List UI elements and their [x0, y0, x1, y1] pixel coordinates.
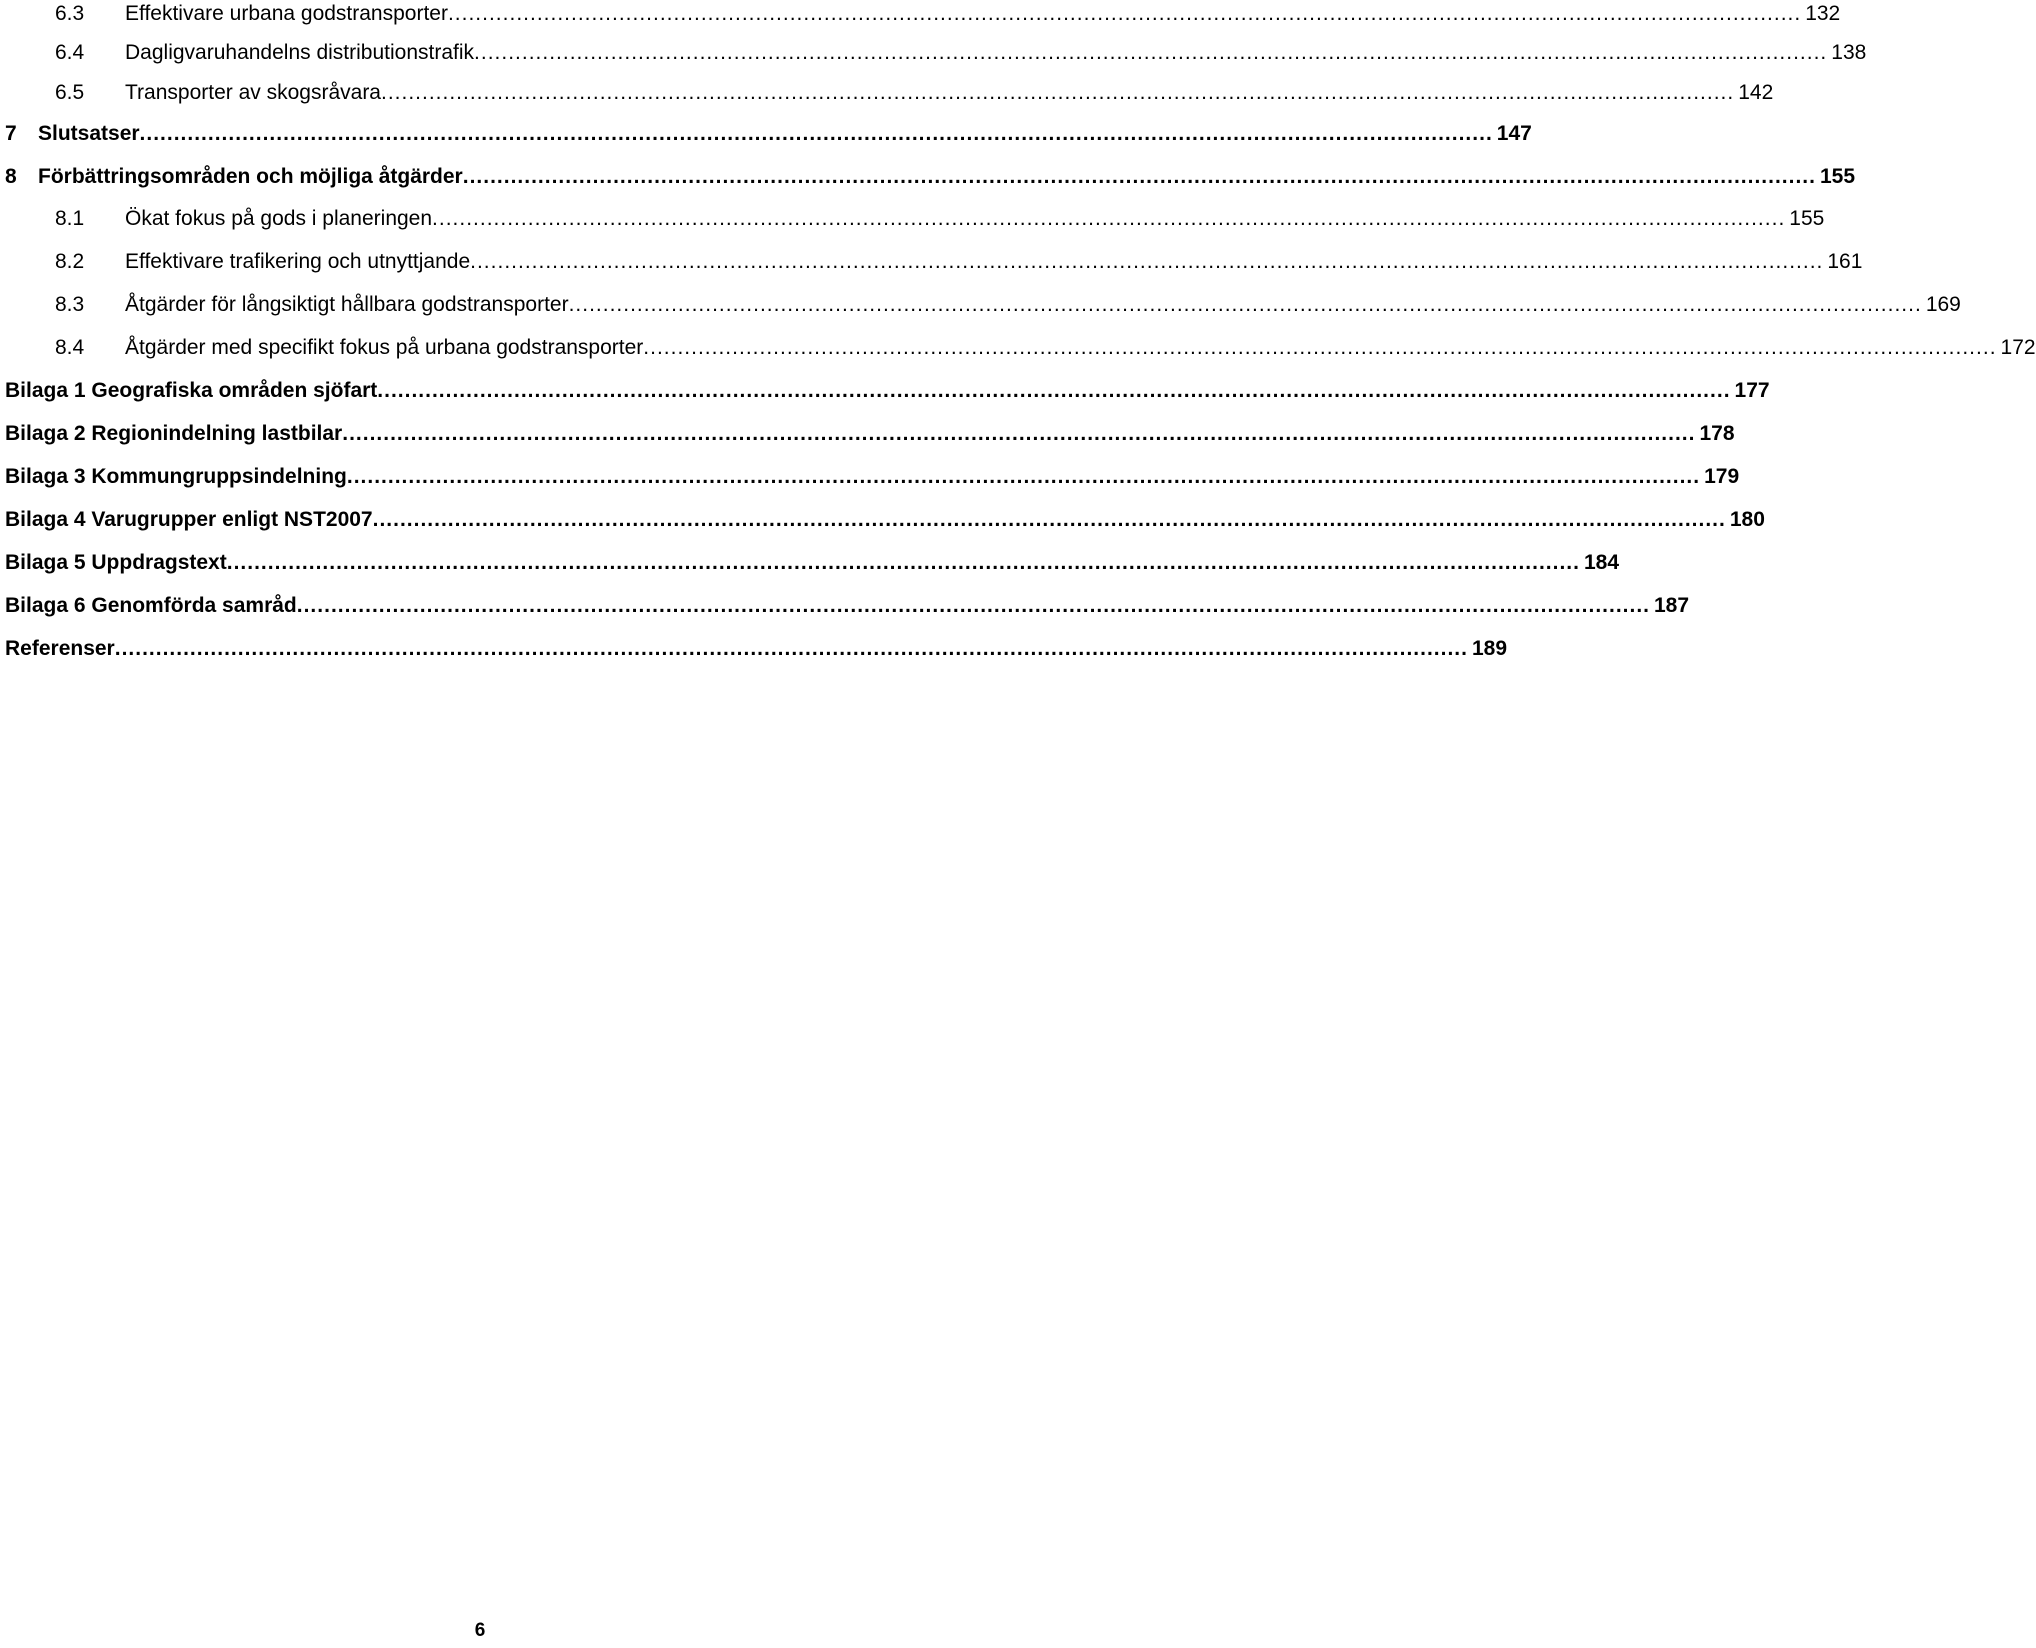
toc-entry-page: 155 [1819, 165, 1856, 188]
dot-leader [373, 507, 1726, 533]
toc-entry[interactable] [5, 374, 1770, 404]
toc-entry-number: 6.3 [55, 2, 85, 25]
toc-entry-title: Dagligvaruhandelns distributionstrafik [125, 41, 475, 64]
toc-entry[interactable] [5, 460, 1740, 490]
dot-leader [470, 249, 1823, 275]
toc-entry-title: Transporter av skogsråvara [125, 81, 381, 104]
toc-entry[interactable] [5, 202, 1825, 232]
toc-entry-page: 184 [1583, 551, 1620, 574]
toc-entry-number: 8.2 [55, 250, 85, 273]
toc-entry-number: 8 [5, 165, 17, 188]
dot-leader [115, 636, 1468, 662]
dot-leader [432, 206, 1785, 232]
toc-entry-number: 6.4 [55, 41, 85, 64]
dot-leader [227, 550, 1580, 576]
toc-entry-title: Effektivare urbana godstransporter [125, 2, 448, 25]
toc-entry-page: 161 [1827, 250, 1863, 273]
toc-entry[interactable] [5, 503, 1765, 533]
dot-leader [297, 593, 1650, 619]
toc-entry[interactable] [5, 632, 1508, 662]
toc-entry-title: Åtgärder med specifikt fokus på urbana godstransporter [125, 336, 644, 359]
toc-entry-title: Referenser [5, 637, 115, 660]
toc-entry[interactable] [5, 0, 1841, 27]
toc-entry-page: 189 [1471, 637, 1508, 660]
toc-entry-page: 178 [1699, 422, 1735, 445]
toc-entry-number: 8.1 [55, 207, 85, 230]
toc-entry-number: 6.5 [55, 81, 85, 104]
toc-entry-number: 8.3 [55, 293, 85, 316]
toc-entry-page: 169 [1925, 293, 1961, 316]
dot-leader [448, 1, 1801, 27]
toc-entry[interactable] [5, 245, 1863, 275]
toc-entry-page: 172 [2000, 336, 2036, 359]
toc-entry[interactable] [5, 76, 1774, 106]
toc-entry-page: 147 [1496, 122, 1532, 145]
toc-entry[interactable] [5, 160, 1856, 190]
toc-entry-title: Bilaga 3 Kommungruppsindelning [5, 465, 347, 488]
toc-entry-title: Bilaga 5 Uppdragstext [5, 551, 227, 574]
toc-entry-page: 142 [1738, 81, 1774, 104]
dot-leader [474, 40, 1827, 66]
toc-entry-title: Bilaga 1 Geografiska områden sjöfart [5, 379, 378, 402]
dot-leader [643, 335, 1996, 361]
toc-entry[interactable] [5, 546, 1620, 576]
toc-entry[interactable] [5, 288, 1961, 318]
dot-leader [381, 80, 1734, 106]
toc-entry-title: Åtgärder för långsiktigt hållbara godstransporter [125, 293, 569, 316]
dot-leader [377, 378, 1730, 404]
toc-entry-number: 7 [5, 122, 17, 145]
toc-entry-title: Bilaga 6 Genomförda samråd [5, 594, 297, 617]
toc-entry-title: Ökat fokus på gods i planeringen [125, 207, 433, 230]
toc-entry-number: 8.4 [55, 336, 85, 359]
toc-entry-title: Förbättringsområden och möjliga åtgärder [38, 165, 463, 188]
toc-entry-page: 187 [1654, 594, 1690, 617]
toc-entry-title: Bilaga 2 Regionindelning lastbilar [5, 422, 343, 445]
dot-leader [140, 121, 1493, 147]
dot-leader [569, 292, 1922, 318]
toc-entry-page: 179 [1704, 465, 1740, 488]
toc-entry-title: Bilaga 4 Varugrupper enligt NST2007 [5, 508, 373, 531]
toc-entry[interactable] [5, 117, 1532, 147]
dot-leader [347, 464, 1700, 490]
toc-entry[interactable] [5, 331, 2036, 361]
toc-entry-page: 132 [1805, 2, 1841, 25]
toc-entry[interactable] [5, 589, 1690, 619]
toc-entry-title: Slutsatser [38, 122, 140, 145]
dot-leader [342, 421, 1695, 447]
toc-entry-title: Effektivare trafikering och utnyttjande [125, 250, 471, 273]
dot-leader [463, 164, 1816, 190]
toc-entry-page: 177 [1734, 379, 1770, 402]
toc-entry-page: 138 [1831, 41, 1867, 64]
toc-entry-page: 155 [1789, 207, 1825, 230]
page-number: 6 [474, 1620, 486, 1641]
toc-entry[interactable] [5, 417, 1735, 447]
toc-entry[interactable] [5, 36, 1867, 66]
toc-entry-page: 180 [1729, 508, 1765, 531]
